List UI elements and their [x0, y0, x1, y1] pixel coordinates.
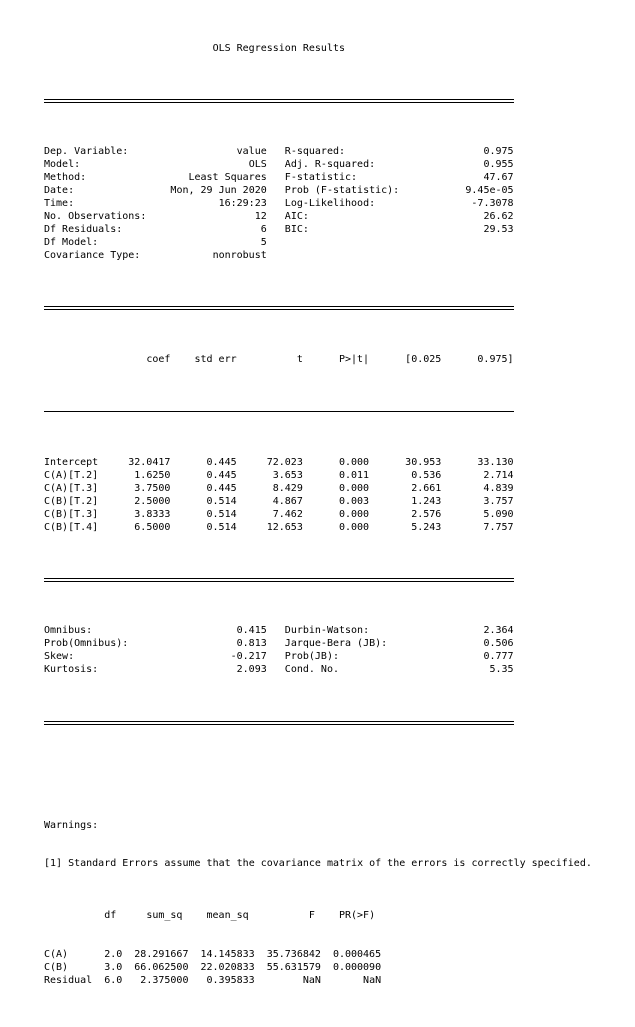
diagnostic-row	[44, 664, 514, 677]
anova-cell: NaN	[363, 974, 382, 986]
diagnostic-row	[44, 638, 514, 651]
coef-table-row	[44, 522, 514, 535]
anova-cell: 35.736842	[266, 949, 321, 961]
coef-col-header: std err	[194, 353, 237, 365]
anova-cell: 2.0	[104, 949, 123, 961]
diagnostic-label: Kurtosis:	[44, 664, 99, 676]
model-stat-right-pair	[285, 159, 514, 172]
model-stat-row	[44, 237, 514, 250]
coef-cell: 4.839	[483, 483, 514, 495]
diagnostic-value: 0.415	[236, 625, 267, 637]
anova-cell: 66.062500	[134, 962, 189, 974]
diagnostic-left-pair	[44, 625, 267, 638]
model-stat-row	[44, 172, 514, 185]
coef-cell: 1.243	[411, 495, 442, 507]
model-stat-right-pair	[285, 224, 514, 237]
anova-cell: 55.631579	[266, 962, 321, 974]
coef-cell: 0.514	[206, 508, 237, 520]
model-stat-label: Log-Likelihood:	[284, 198, 376, 210]
model-stat-row	[44, 211, 514, 224]
coef-table-body	[44, 457, 592, 535]
coef-cell: 6.5000	[134, 521, 171, 533]
coef-cell: 12.653	[266, 521, 303, 533]
coef-cell: 0.011	[338, 470, 370, 482]
divider-line	[44, 411, 514, 412]
model-stat-value: 5	[260, 237, 267, 249]
model-stat-label: Df Model:	[44, 237, 99, 249]
coef-table-header-row	[44, 354, 514, 367]
divider-double-top	[44, 95, 514, 108]
coef-cell: 0.000	[338, 521, 370, 533]
model-stat-label: Df Residuals:	[44, 224, 123, 236]
coef-cell: 0.000	[338, 508, 370, 520]
model-stat-left-pair	[44, 198, 267, 211]
model-stat-label: Method:	[44, 172, 87, 184]
anova-row-label: C(B)	[44, 962, 69, 974]
model-stat-row	[44, 159, 514, 172]
model-stat-right-pair	[285, 211, 514, 224]
coef-cell: 3.7500	[134, 483, 171, 495]
anova-cell: 0.395833	[206, 974, 255, 986]
coef-cell: 2.576	[411, 508, 442, 520]
anova-cell: 6.0	[104, 974, 123, 986]
model-stat-value: 16:29:23	[218, 198, 267, 210]
diagnostics-section	[44, 625, 592, 677]
model-info-section	[44, 146, 592, 262]
anova-col-header: mean_sq	[206, 910, 249, 922]
diagnostic-label: Prob(Omnibus):	[44, 638, 129, 650]
model-stat-row	[44, 146, 514, 159]
anova-cell: 22.020833	[200, 962, 255, 974]
model-stat-row	[44, 250, 514, 263]
coef-cell: 0.445	[206, 483, 237, 495]
anova-cell: 0.000090	[332, 962, 382, 974]
model-stat-row	[44, 185, 514, 198]
diagnostic-label: Durbin-Watson:	[284, 625, 370, 637]
divider-line	[44, 306, 514, 310]
model-stat-left-pair	[44, 237, 267, 250]
coef-row-label: C(B)[T.3]	[44, 508, 99, 520]
ols-regression-report	[44, 4, 592, 1027]
model-stat-right-pair	[285, 198, 514, 211]
anova-table-body	[44, 949, 592, 988]
model-stat-right-pair	[285, 185, 514, 198]
divider-single-coef	[44, 405, 514, 418]
coef-cell: 30.953	[405, 457, 442, 469]
anova-row-label: Residual	[44, 974, 93, 986]
anova-col-header	[38, 910, 86, 923]
model-stat-label: Date:	[44, 185, 75, 197]
anova-cell: 28.291667	[134, 949, 189, 961]
diagnostic-left-pair	[44, 651, 267, 664]
diagnostic-value: -0.217	[230, 651, 267, 663]
coef-cell: 0.514	[206, 521, 237, 533]
anova-table-row	[44, 949, 592, 962]
anova-table-row	[44, 962, 592, 975]
diagnostic-label: Skew:	[44, 651, 75, 663]
coef-cell: 3.653	[272, 470, 303, 482]
model-stat-left-pair	[44, 224, 267, 237]
model-stat-value: 12	[254, 211, 267, 223]
divider-double-info	[44, 302, 514, 315]
diagnostic-right-pair	[285, 651, 514, 664]
model-stat-label: AIC:	[284, 211, 309, 223]
anova-cell: 2.375000	[140, 974, 189, 986]
model-stat-value: nonrobust	[212, 249, 267, 261]
coef-cell: 2.661	[411, 483, 442, 495]
anova-table-header-row	[38, 910, 592, 923]
coef-col-header: t	[296, 353, 303, 365]
coef-cell: 72.023	[266, 457, 303, 469]
model-stat-label: BIC:	[284, 224, 309, 236]
model-stat-row	[44, 198, 514, 211]
coef-cell: 0.536	[411, 470, 442, 482]
anova-cell: 0.000465	[332, 949, 382, 961]
anova-row-label: C(A)	[44, 949, 69, 961]
coef-col-header: 0.975]	[477, 353, 514, 365]
blank-line	[44, 768, 592, 781]
anova-col-header: F	[308, 910, 315, 922]
coef-cell: 4.867	[272, 495, 303, 507]
coef-cell: 7.757	[483, 521, 514, 533]
model-stat-label: Covariance Type:	[44, 249, 141, 261]
model-stat-value: -7.3078	[471, 198, 514, 210]
coef-cell: 8.429	[272, 483, 303, 495]
coef-cell: 2.714	[483, 470, 514, 482]
coef-cell: 3.8333	[134, 508, 171, 520]
diagnostic-row	[44, 625, 514, 638]
divider-line	[44, 578, 514, 582]
diagnostic-row	[44, 651, 514, 664]
diagnostic-label: Prob(JB):	[284, 651, 339, 663]
coef-cell: 0.445	[206, 470, 237, 482]
diagnostic-label: Jarque-Bera (JB):	[284, 638, 388, 650]
coef-cell: 3.757	[483, 495, 514, 507]
model-stat-left-pair	[44, 185, 267, 198]
model-stat-value: Least Squares	[188, 172, 267, 184]
diagnostic-value: 0.777	[483, 651, 514, 663]
model-stat-row	[44, 224, 514, 237]
diagnostic-right-pair	[285, 638, 514, 651]
diagnostic-right-pair	[285, 625, 514, 638]
coef-row-label: C(B)[T.4]	[44, 521, 99, 533]
divider-line	[44, 721, 514, 725]
model-stat-label: F-statistic:	[284, 172, 358, 184]
anova-table-row	[44, 975, 592, 988]
coef-cell: 0.514	[206, 495, 237, 507]
diagnostic-value: 0.813	[236, 638, 267, 650]
anova-cell: NaN	[302, 974, 321, 986]
coef-cell: 5.243	[411, 521, 442, 533]
coef-cell: 32.0417	[128, 457, 171, 469]
coef-col-header: P>|t|	[338, 353, 370, 365]
model-stat-left-pair	[44, 172, 267, 185]
model-stat-label: Model:	[44, 159, 81, 171]
coef-cell: 0.000	[338, 457, 370, 469]
model-stat-label: No. Observations:	[44, 211, 147, 223]
warning-text: [1] Standard Errors assume that the covariance matrix of the errors is correctly specified.	[44, 858, 592, 870]
anova-cell: 3.0	[104, 962, 123, 974]
coef-cell: 1.6250	[134, 470, 171, 482]
model-stat-right-pair	[285, 146, 514, 159]
model-stat-value: 6	[260, 224, 267, 236]
diagnostic-value: 2.093	[236, 664, 267, 676]
coef-table-row	[44, 457, 514, 470]
model-stat-right-pair	[285, 237, 514, 250]
model-stat-value: 0.975	[483, 146, 514, 158]
coef-row-label: Intercept	[44, 457, 99, 469]
model-stat-label: Adj. R-squared:	[284, 159, 376, 171]
model-stat-left-pair	[44, 159, 267, 172]
coef-cell: 33.130	[477, 457, 514, 469]
anova-col-header: sum_sq	[146, 910, 183, 922]
model-stat-value: 9.45e-05	[465, 185, 514, 197]
model-stat-value: 26.62	[483, 211, 514, 223]
anova-cell: 14.145833	[200, 949, 255, 961]
model-stat-right-pair	[285, 250, 514, 263]
coef-row-label: C(A)[T.2]	[44, 470, 99, 482]
report-title: OLS Regression Results	[212, 42, 346, 54]
model-stat-label: R-squared:	[284, 146, 346, 158]
model-stat-value: 29.53	[483, 224, 514, 236]
coef-row-label: C(B)[T.2]	[44, 495, 99, 507]
coef-table-row	[44, 470, 514, 483]
model-stat-label: Dep. Variable:	[44, 146, 129, 158]
coef-col-header	[44, 354, 98, 367]
model-stat-label: Time:	[44, 198, 75, 210]
coef-cell: 7.462	[272, 508, 303, 520]
model-stat-left-pair	[44, 211, 267, 224]
coef-col-header: coef	[146, 353, 171, 365]
diagnostic-value: 2.364	[483, 625, 514, 637]
divider-double-coef	[44, 574, 514, 587]
model-stat-value: 0.955	[483, 159, 514, 171]
coef-col-header: [0.025	[405, 353, 442, 365]
model-stat-value: Mon, 29 Jun 2020	[170, 185, 267, 197]
model-stat-left-pair	[44, 250, 267, 263]
divider-line	[44, 99, 514, 103]
anova-col-header: df	[104, 910, 117, 922]
coef-cell: 0.000	[338, 483, 370, 495]
coef-cell: 5.090	[483, 508, 514, 520]
model-stat-label: Prob (F-statistic):	[284, 185, 400, 197]
model-stat-right-pair	[285, 172, 514, 185]
coef-cell: 2.5000	[134, 495, 171, 507]
diagnostic-left-pair	[44, 638, 267, 651]
coef-table-row	[44, 483, 514, 496]
diagnostic-label: Omnibus:	[44, 625, 93, 637]
anova-col-header: PR(>F)	[338, 910, 376, 922]
model-stat-left-pair	[44, 146, 267, 159]
model-stat-value: 47.67	[483, 172, 514, 184]
coef-cell: 0.003	[338, 495, 370, 507]
model-stat-value: value	[236, 146, 267, 158]
diagnostic-value: 5.35	[489, 664, 514, 676]
diagnostic-left-pair	[44, 664, 267, 677]
coef-cell: 0.445	[206, 457, 237, 469]
diagnostic-label: Cond. No.	[284, 664, 339, 676]
diagnostic-value: 0.506	[483, 638, 514, 650]
model-stat-value: OLS	[248, 159, 267, 171]
coef-table-row	[44, 496, 514, 509]
coef-row-label: C(A)[T.3]	[44, 483, 99, 495]
warnings-heading: Warnings:	[44, 819, 99, 831]
divider-double-bottom	[44, 716, 514, 729]
diagnostic-right-pair	[285, 664, 514, 677]
coef-table-row	[44, 509, 514, 522]
